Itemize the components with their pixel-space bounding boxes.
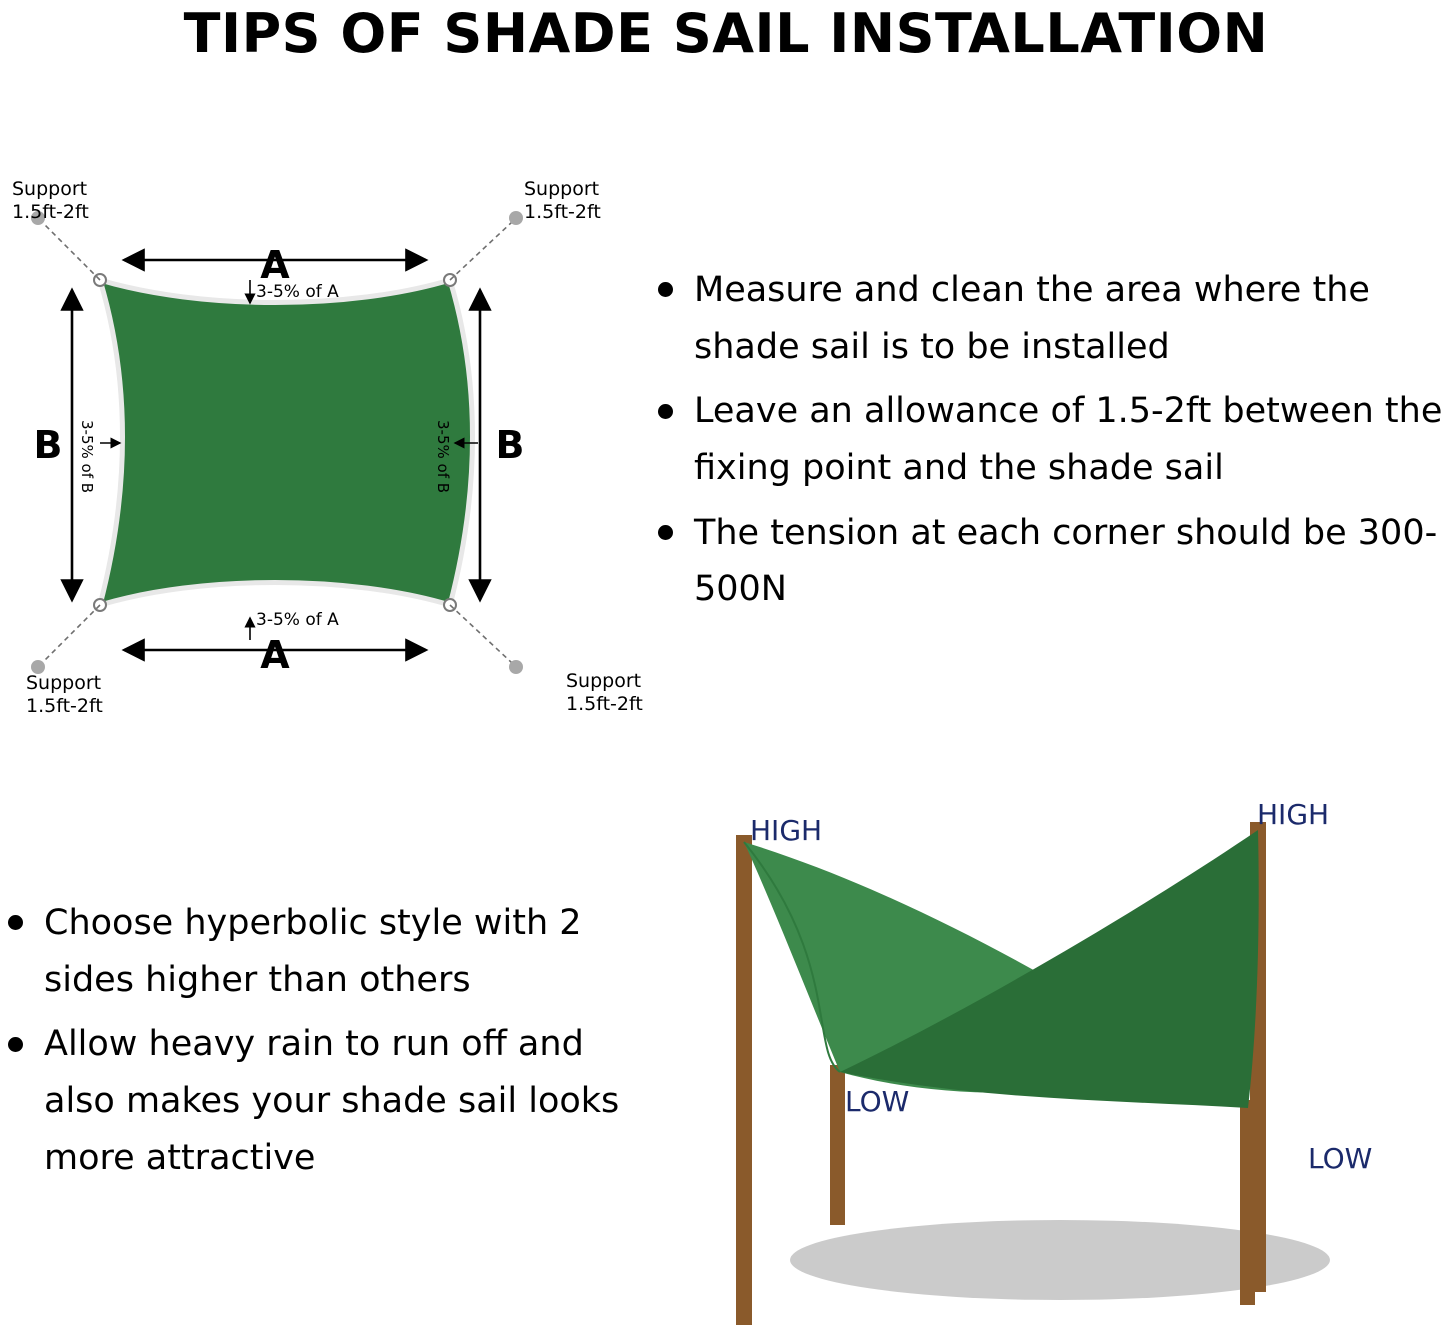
list-item-text: Measure and clean the area where the shade sail is to be installed	[694, 270, 1370, 367]
support-top-left-label-line1: Support	[12, 178, 88, 200]
page-title: TIPS OF SHADE SAIL INSTALLATION	[183, 2, 1269, 65]
list-item	[650, 505, 1450, 618]
support-top-right-label-line2: 1.5ft-2ft	[524, 201, 601, 224]
svg-text:A: A	[260, 633, 290, 677]
curve-label-right: 3-5% of B	[434, 420, 452, 494]
bullet-dot-icon	[658, 404, 673, 419]
list-item-text: Leave an allowance of 1.5-2ft between the fixing point and the shade sail	[694, 391, 1443, 489]
svg-text:A: A	[260, 243, 290, 287]
installation-tips-list-left	[0, 895, 620, 1194]
support-bottom-right-label-line1: Support	[566, 670, 642, 692]
bullet-dot-icon	[658, 282, 673, 297]
post-label-low-right: LOW	[1308, 1142, 1373, 1175]
list-item	[0, 1016, 620, 1186]
list-item-text: The tension at each corner should be 300-500N	[694, 512, 1438, 610]
curve-label-top: 3-5% of A	[256, 282, 339, 302]
post-label-high-left: HIGH	[750, 814, 823, 847]
svg-text:B: B	[33, 423, 63, 467]
support-top-right-label-line1: Support	[524, 178, 600, 200]
curve-label-left: 3-5% of B	[78, 420, 96, 494]
installation-tips-list-right	[650, 262, 1450, 626]
bullet-dot-icon	[8, 1037, 23, 1052]
post-label-high-right: HIGH	[1257, 798, 1330, 831]
support-top-left-label-line2: 1.5ft-2ft	[12, 201, 89, 224]
post-low-right	[1240, 1100, 1255, 1305]
bottom-diagram	[640, 770, 1452, 1325]
list-item	[650, 262, 1450, 375]
post-label-low-left: LOW	[845, 1085, 910, 1118]
support-bottom-left-label-line1: Support	[26, 672, 102, 694]
curve-label-bottom: 3-5% of A	[256, 610, 339, 630]
post-low-left	[830, 1065, 845, 1225]
support-bottom-right-label-line2: 1.5ft-2ft	[566, 693, 643, 716]
list-item	[0, 895, 620, 1008]
list-item-text: Allow heavy rain to run off and also makes your shade sail looks more attractive	[44, 1024, 620, 1178]
shade-sail-shape	[100, 280, 473, 605]
post-high-left	[736, 835, 752, 1325]
bullet-dot-icon	[658, 525, 673, 540]
support-bottom-left-label-line2: 1.5ft-2ft	[26, 695, 103, 718]
list-item	[650, 383, 1450, 496]
top-diagram	[0, 150, 660, 750]
bullet-dot-icon	[8, 915, 23, 930]
list-item-text: Choose hyperbolic style with 2 sides higher than others	[44, 903, 582, 1000]
svg-text:B: B	[495, 423, 525, 467]
